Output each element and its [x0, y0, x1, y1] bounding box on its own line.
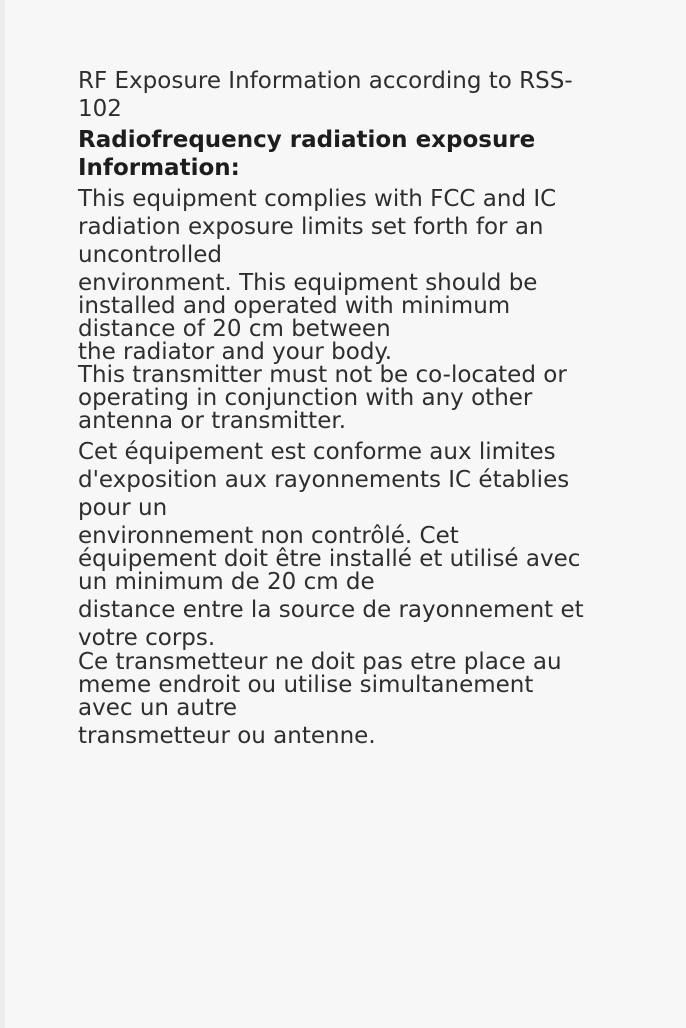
body-line: environnement non contrôlé. Cet: [78, 523, 459, 549]
body-line: This transmitter must not be co-located or: [78, 362, 567, 388]
body-line: transmetteur ou antenne.: [78, 723, 376, 749]
page-left-edge: [0, 0, 5, 1028]
body-line: radiation exposure limits set forth for an: [78, 214, 544, 240]
body-line: votre corps.: [78, 625, 216, 651]
body-line: installed and operated with minimum: [78, 293, 511, 319]
body-line: équipement doit être installé et utilisé avec: [78, 546, 581, 572]
body-line: meme endroit ou utilise simultanement: [78, 672, 534, 698]
body-line: This equipment complies with FCC and IC: [78, 186, 557, 212]
section-heading: [78, 129, 608, 180]
body-line: uncontrolled: [78, 242, 223, 268]
body-line: un minimum de 20 cm de: [78, 569, 375, 595]
body-line: d'exposition aux rayonnements IC établies: [78, 467, 570, 493]
body-line: distance entre la source de rayonnement et: [78, 597, 584, 623]
document-title: [78, 70, 608, 121]
document-title-line: RF Exposure Information according to RSS-: [78, 68, 573, 94]
body-line: the radiator and your body.: [78, 339, 393, 365]
body-line: avec un autre: [78, 695, 238, 721]
body-line: operating in conjunction with any other: [78, 385, 533, 411]
body-line: antenna or transmitter.: [78, 408, 347, 434]
english-paragraph: [78, 188, 608, 433]
section-heading-line: Information:: [78, 155, 240, 181]
body-line: environment. This equipment should be: [78, 270, 538, 296]
body-line: Ce transmetteur ne doit pas etre place au: [78, 649, 562, 675]
body-line: pour un: [78, 495, 168, 521]
section-heading-line: Radiofrequency radiation exposure: [78, 127, 536, 153]
document-content: [78, 70, 608, 748]
french-paragraph: [78, 441, 608, 748]
body-line: distance of 20 cm between: [78, 316, 391, 342]
body-line: Cet équipement est conforme aux limites: [78, 439, 556, 465]
document-title-line: 102: [78, 96, 122, 122]
